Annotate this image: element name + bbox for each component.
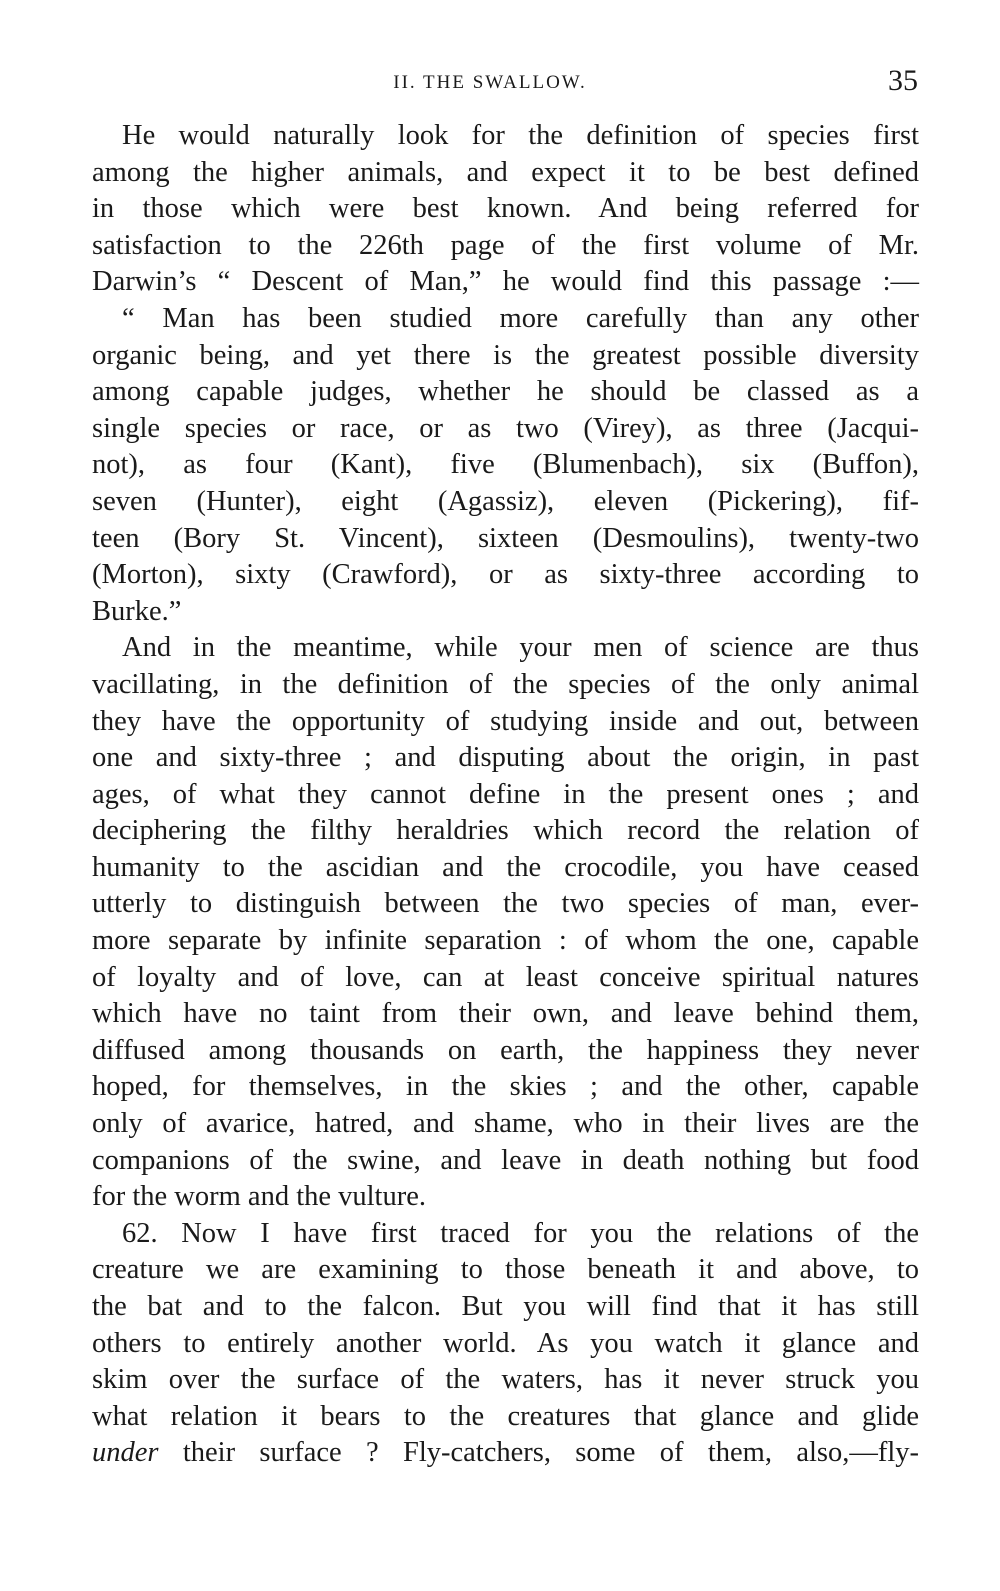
text-line <box>92 996 919 1033</box>
line-text: hoped, for themselves, in the skies ; and the other, capable <box>92 1071 919 1103</box>
line-text: (Morton), sixty (Crawford), or as sixty-three according to <box>92 559 919 591</box>
line-text: vacillating, in the definition of the species of the only animal <box>92 668 919 700</box>
body-text <box>92 118 919 1472</box>
text-line <box>92 484 919 521</box>
line-text: more separate by infinite separation : of whom the one, capable <box>92 925 919 957</box>
text-line <box>92 301 919 338</box>
line-text: only of avarice, hatred, and shame, who in their lives are the <box>92 1108 919 1140</box>
text-line <box>92 191 919 228</box>
text-line <box>92 228 919 265</box>
line-text: companions of the swine, and leave in death nothing but food <box>92 1144 919 1176</box>
text-line <box>92 1143 919 1180</box>
text-line <box>92 411 919 448</box>
text-line <box>92 886 919 923</box>
line-text: the bat and to the falcon. But you will find that it has still <box>92 1291 919 1322</box>
line-text: “ Man has been studied more carefully than any other <box>122 302 919 334</box>
line-text: Darwin’s “ Descent of Man,” he would find this passage :— <box>92 266 919 298</box>
line-text: they have the opportunity of studying inside and out, between <box>92 705 919 737</box>
line-text: And in the meantime, while your men of science are thus <box>122 632 919 664</box>
text-line <box>92 594 919 631</box>
line-text: seven (Hunter), eight (Agassiz), eleven (Pickering), fif- <box>92 485 919 517</box>
line-text: organic being, and yet there is the greatest possible diversity <box>92 339 919 371</box>
line-text: one and sixty-three ; and disputing about the origin, in past <box>92 742 919 774</box>
text-line <box>92 264 919 301</box>
text-line <box>92 740 919 777</box>
text-line <box>92 557 919 594</box>
text-line <box>92 1399 919 1436</box>
line-text: which have no taint from their own, and leave behind them, <box>92 998 919 1030</box>
italic-word: under <box>92 1437 159 1469</box>
text-line <box>92 1179 919 1216</box>
line-text: not), as four (Kant), five (Blumenbach), six (Buffon), <box>92 449 919 481</box>
line-text: He would naturally look for the definition of species first <box>122 120 919 151</box>
line-text: among the higher animals, and expect it to be best defined <box>92 156 919 188</box>
text-line <box>92 338 919 375</box>
text-line <box>92 630 919 667</box>
text-line <box>92 1106 919 1143</box>
page-number: 35 <box>888 64 918 97</box>
text-line <box>92 667 919 704</box>
line-text: 62. Now I have first traced for you the relations of the <box>122 1217 919 1249</box>
line-text: teen (Bory St. Vincent), sixteen (Desmoulins), twenty-two <box>92 522 919 554</box>
line-text: utterly to distinguish between the two species of man, ever- <box>92 888 919 920</box>
line-text: creature we are examining to those beneath it and above, to <box>92 1254 919 1286</box>
text-line <box>92 850 919 887</box>
text-line <box>92 1289 919 1326</box>
line-text: for the worm and the vulture. <box>92 1181 426 1213</box>
line-text: diffused among thousands on earth, the happiness they never <box>92 1034 919 1066</box>
line-text: humanity to the ascidian and the crocodile, you have ceased <box>92 851 919 883</box>
text-line <box>92 704 919 741</box>
line-text: satisfaction to the 226th page of the first volume of Mr. <box>92 229 919 261</box>
text-line <box>92 1326 919 1363</box>
line-text: what relation it bears to the creatures that glance and glide <box>92 1400 919 1432</box>
text-line <box>92 1069 919 1106</box>
text-line <box>92 155 919 192</box>
text-line <box>92 1033 919 1070</box>
line-text: among capable judges, whether he should be classed as a <box>92 376 919 408</box>
line-text: single species or race, or as two (Virey), as three (Jacqui- <box>92 412 919 444</box>
text-line <box>92 1362 919 1399</box>
line-text: their surface ? Fly-catchers, some of them, also,—fly- <box>158 1437 919 1469</box>
text-line <box>92 1216 919 1253</box>
text-line <box>92 374 919 411</box>
text-line <box>92 960 919 997</box>
line-text: others to entirely another world. As you watch it glance and <box>92 1327 919 1359</box>
chapter-title: II. THE SWALLOW. <box>393 72 587 93</box>
line-text: Burke.” <box>92 595 182 627</box>
text-line <box>92 118 919 155</box>
text-line <box>92 1252 919 1289</box>
running-head <box>0 62 1000 102</box>
line-text: skim over the surface of the waters, has it never struck you <box>92 1364 919 1396</box>
line-text: deciphering the filthy heraldries which record the relation of <box>92 815 919 847</box>
text-line <box>92 521 919 558</box>
text-line <box>92 813 919 850</box>
text-line <box>92 447 919 484</box>
line-text: ages, of what they cannot define in the present ones ; and <box>92 778 919 810</box>
text-line <box>92 1435 919 1472</box>
line-text: of loyalty and of love, can at least conceive spiritual natures <box>92 961 919 993</box>
text-line <box>92 777 919 814</box>
text-line <box>92 923 919 960</box>
line-text: in those which were best known. And being referred for <box>92 193 919 225</box>
